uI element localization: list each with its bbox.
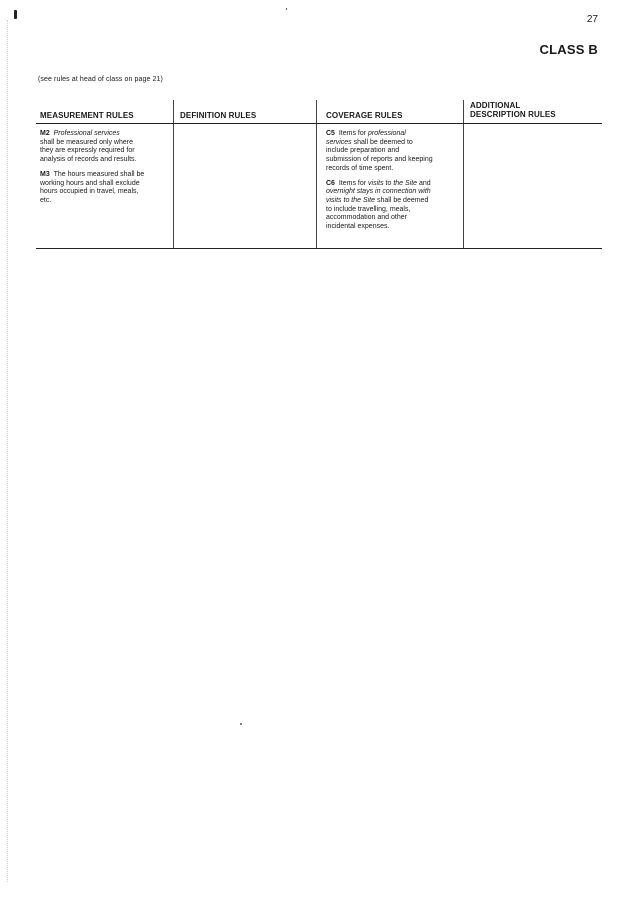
rule-line: hours occupied in travel, meals, bbox=[40, 188, 139, 196]
rule-line: to include travelling, meals, bbox=[326, 205, 411, 213]
rule-line: incidental expenses. bbox=[326, 223, 390, 231]
rule-line: The hours measured shall be bbox=[53, 170, 145, 178]
rule-title: Professional services bbox=[53, 130, 120, 137]
rule-line: etc. bbox=[40, 196, 52, 204]
rule-line: include preparation and bbox=[326, 147, 400, 155]
class-title: CLASS B bbox=[539, 42, 598, 57]
rule-m3 bbox=[40, 171, 170, 206]
coverage-rules-cell bbox=[326, 130, 462, 238]
rule-italic: visits to the Site bbox=[368, 179, 418, 187]
rules-table bbox=[36, 100, 602, 249]
rule-text: and bbox=[417, 179, 431, 187]
rule-line: working hours and shall exclude bbox=[40, 179, 140, 187]
rule-line: they are expressly required for bbox=[40, 147, 135, 155]
coverage-rules-header: COVERAGE RULES bbox=[326, 111, 403, 120]
rule-c6 bbox=[326, 180, 462, 232]
measurement-rules-cell bbox=[40, 130, 170, 212]
rule-text: shall be deemed bbox=[375, 196, 429, 204]
rule-c5 bbox=[326, 130, 462, 174]
rule-line: shall be measured only where bbox=[40, 138, 133, 146]
head-of-class-note: (see rules at head of class on page 21) bbox=[38, 76, 163, 83]
rule-code: M3 bbox=[40, 170, 50, 178]
rule-text: shall be deemed to bbox=[351, 138, 413, 146]
scan-speck bbox=[240, 723, 242, 725]
rule-italic: overnight stays in connection with bbox=[326, 188, 431, 196]
rule-text: Items for bbox=[338, 130, 369, 137]
rule-code: M2 bbox=[40, 130, 50, 137]
rule-code: C5 bbox=[326, 130, 335, 137]
rule-line: accommodation and other bbox=[326, 214, 407, 222]
rule-italic: professional bbox=[368, 130, 406, 137]
rule-italic: visits to the Site bbox=[326, 196, 376, 204]
rule-m2 bbox=[40, 130, 170, 165]
rule-text: Items for bbox=[338, 179, 369, 187]
rule-code: C6 bbox=[326, 179, 335, 187]
additional-header-line: DESCRIPTION RULES bbox=[470, 110, 556, 119]
rule-line: records of time spent. bbox=[326, 164, 394, 172]
scan-speck bbox=[14, 10, 17, 19]
rule-line: submission of reports and keeping bbox=[326, 156, 433, 164]
page-number: 27 bbox=[586, 14, 598, 25]
rule-italic: services bbox=[326, 138, 352, 146]
scan-edge-marks bbox=[7, 20, 8, 882]
measurement-rules-header: MEASUREMENT RULES bbox=[40, 111, 134, 120]
scan-speck bbox=[286, 8, 287, 10]
additional-description-rules-header bbox=[470, 101, 556, 119]
rule-line: analysis of records and results. bbox=[40, 156, 137, 164]
additional-header-line: ADDITIONAL bbox=[470, 101, 521, 110]
header-rule bbox=[36, 123, 602, 124]
definition-rules-header: DEFINITION RULES bbox=[180, 111, 257, 120]
